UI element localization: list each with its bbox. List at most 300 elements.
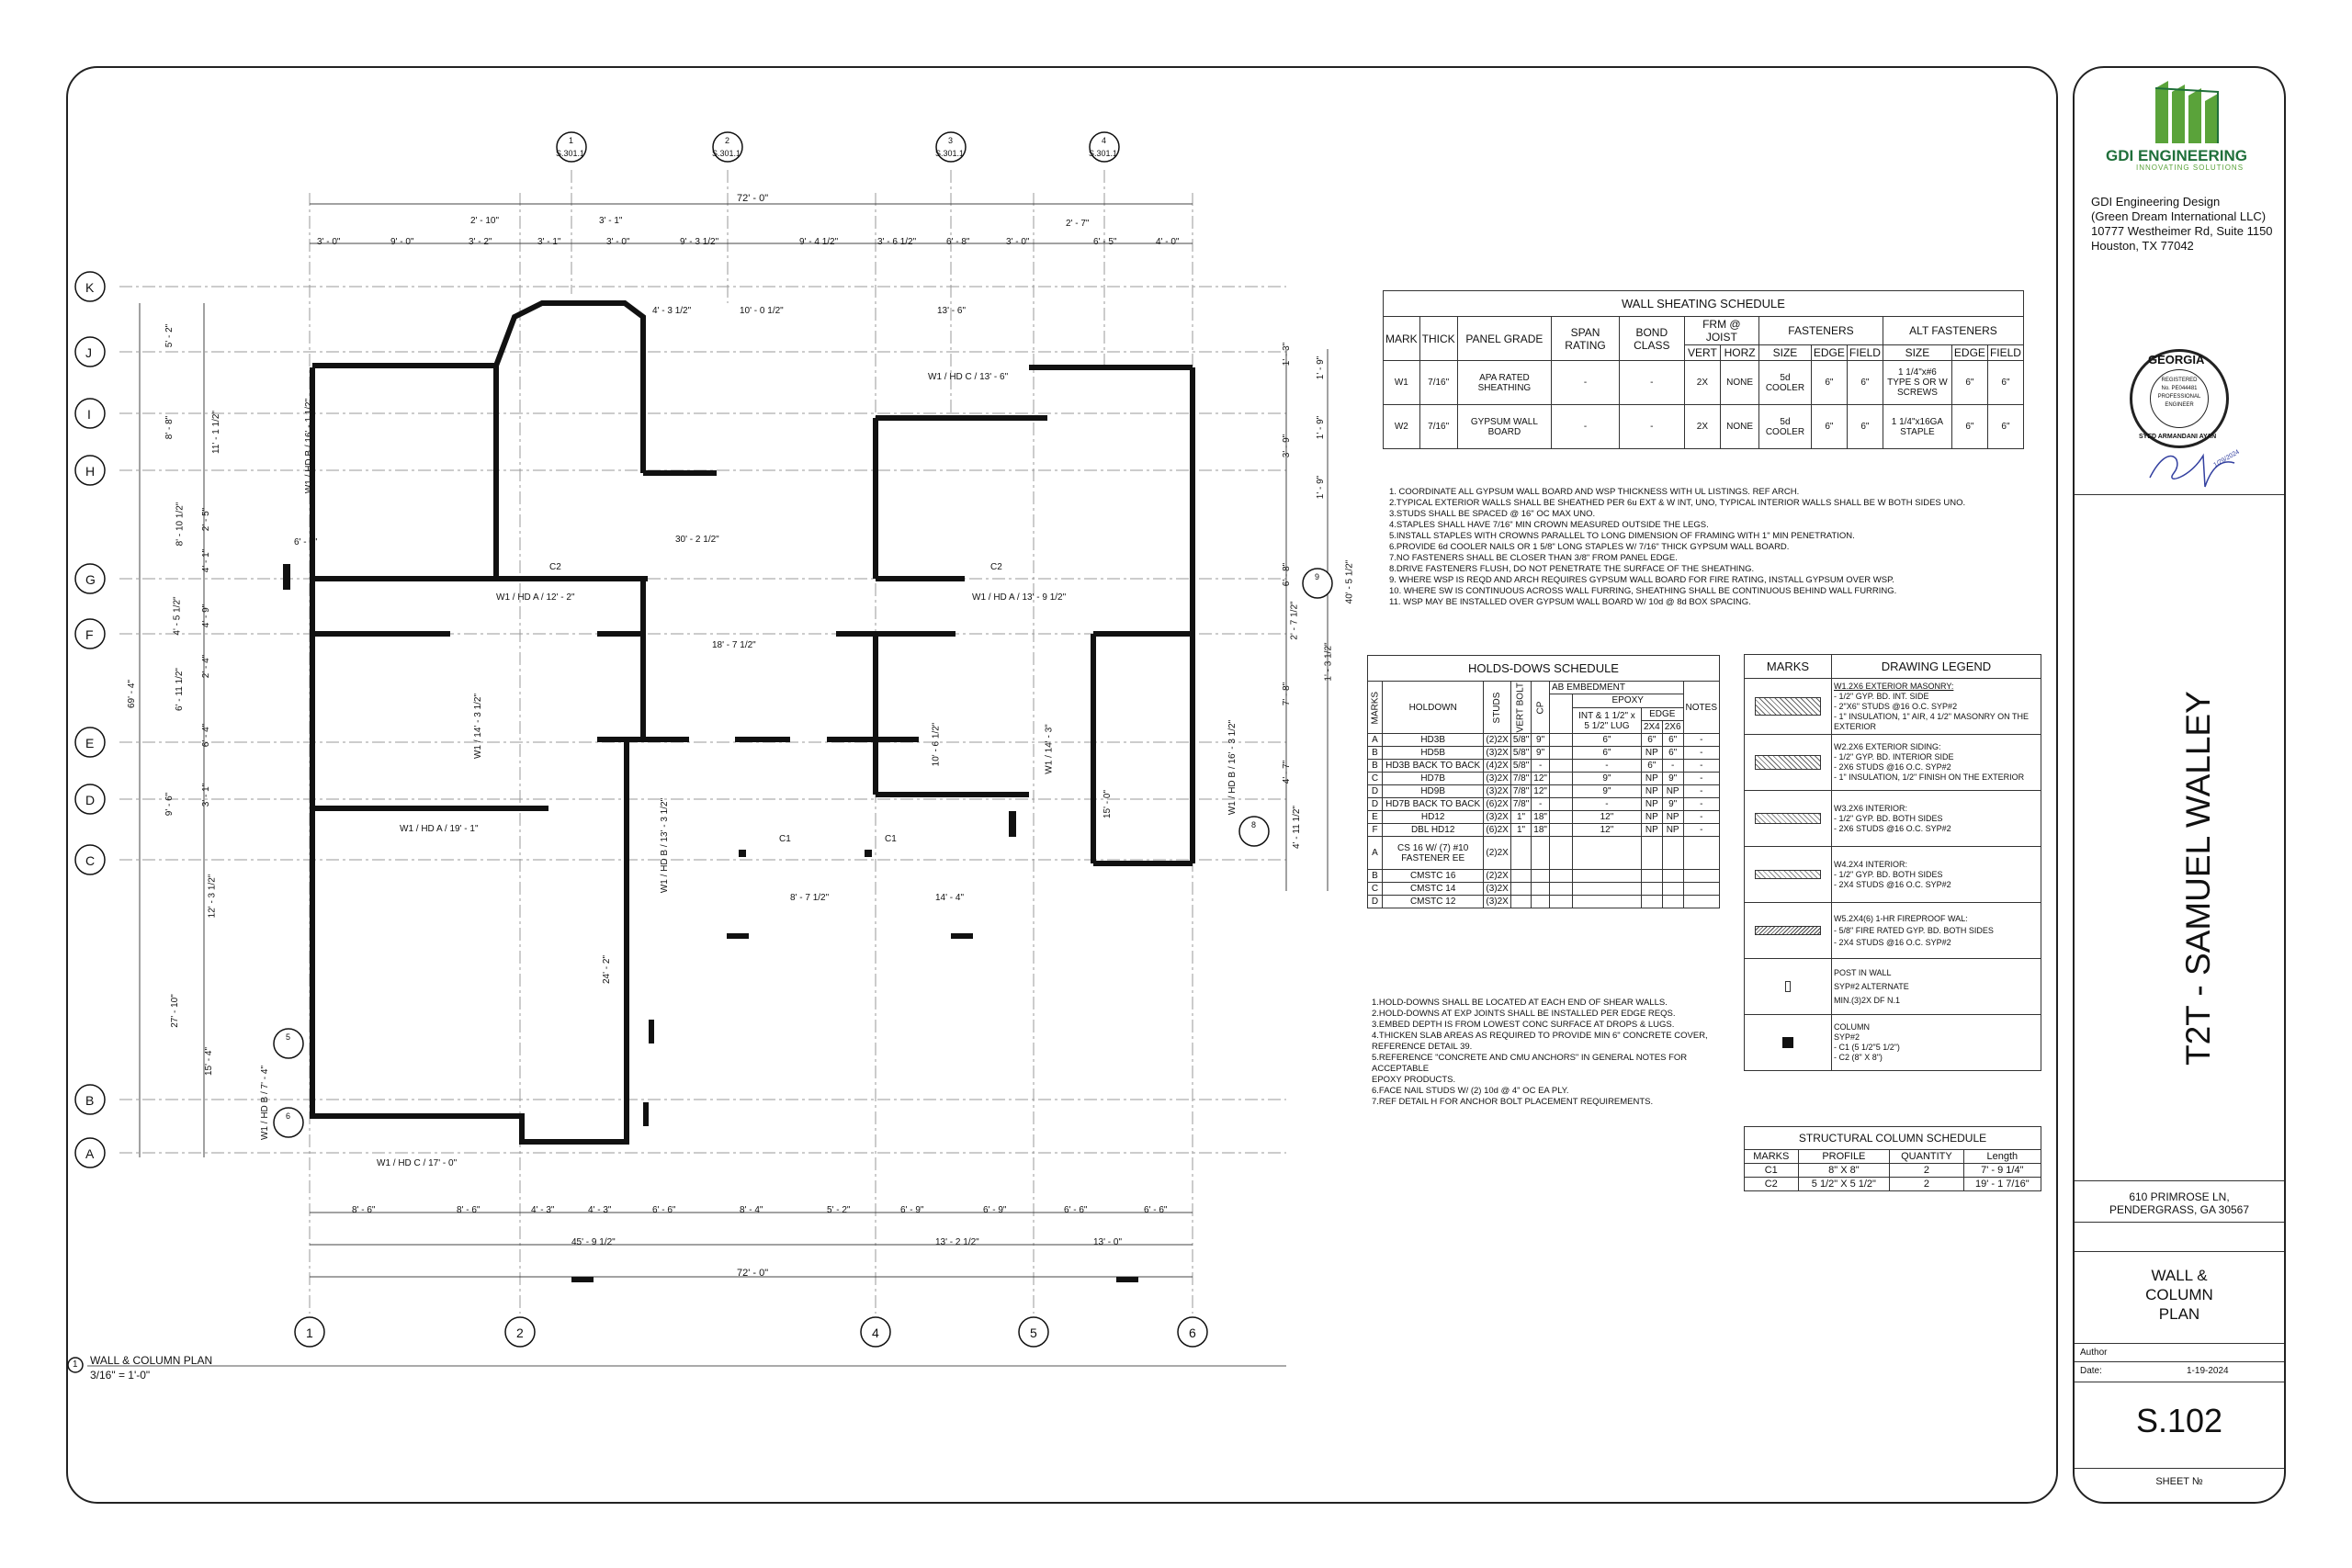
table-row (1384, 361, 2024, 405)
section-ref: S.301.1 (1089, 149, 1118, 158)
cell: HD12 (1383, 811, 1484, 824)
wall-label: W1 / HD B / 16' - 1 1/2" (304, 398, 315, 494)
cell: NP (1641, 798, 1662, 811)
cell: 5 1/2" X 5 1/2" (1798, 1178, 1890, 1191)
cell: 7' - 9 1/4" (1963, 1164, 2041, 1178)
cell: 1" (1510, 824, 1531, 837)
table-row (1745, 1164, 2041, 1178)
cell: - (1532, 760, 1550, 773)
section-number: 8 (1251, 820, 1257, 829)
legend-text: - 2X6 STUDS @16 O.C. SYP#2 (1834, 762, 1951, 772)
grid-label: F (85, 627, 94, 642)
overall-dimension: 72' - 0" (737, 1268, 769, 1279)
wall-label: W1 / 14' - 3 1/2" (473, 693, 484, 760)
drawing-legend (1744, 654, 2041, 1071)
title-block-divider (2075, 1251, 2284, 1252)
cell: 6" (1987, 405, 2023, 449)
dimension-text: 3' - 0" (1006, 237, 1030, 247)
wall-label: W1 / HD A / 12' - 2" (496, 592, 575, 603)
cell: 7/8" (1510, 798, 1531, 811)
note-line: 4.THICKEN SLAB AREAS AS REQUIRED TO PROVIDE MIN 6" CONCRETE COVER, (1372, 1031, 1708, 1041)
column-subheader: 2X6 (1662, 721, 1683, 734)
cell: - (1683, 734, 1719, 747)
wall-label: W1 / HD B / 7' - 4" (260, 1065, 271, 1141)
legend-item (1745, 959, 2041, 1015)
dimension-text: 45' - 9 1/2" (571, 1237, 616, 1247)
note-line: 11. WSP MAY BE INSTALLED OVER GYPSUM WALL BOARD W/ 10d @ 8d BOX SPACING. (1389, 597, 1751, 607)
cell: - (1683, 760, 1719, 773)
legend-title: W4.2X4 INTERIOR: (1834, 859, 1908, 869)
dimension-text: 8' - 10 1/2" (175, 502, 186, 547)
legend-text: - 1/2" GYP. BD. BOTH SIDES (1834, 869, 1943, 879)
project-name: T2T - SAMUEL WALLEY (2179, 691, 2217, 1066)
legend-item (1745, 735, 2041, 791)
dimension-text: 4' - 9" (201, 604, 212, 628)
dimension-text: 13' - 2 1/2" (935, 1237, 979, 1247)
dimension-text: 9' - 6" (164, 792, 175, 817)
cell: 6" (1951, 405, 1987, 449)
section-ref: S.301.1 (935, 149, 965, 158)
table-row (1368, 773, 1720, 785)
grid-label: C (85, 853, 96, 868)
legend-text: - 1" INSULATION, 1/2" FINISH ON THE EXTERIOR (1834, 773, 2025, 782)
cell: - (1552, 405, 1620, 449)
wall-label: W1 / HD A / 19' - 1" (400, 824, 479, 834)
note-line: EPOXY PRODUCTS. (1372, 1075, 1456, 1085)
grid-label: A (85, 1146, 95, 1161)
author-label: Author (2080, 1348, 2108, 1358)
sheet-title (2075, 1266, 2284, 1324)
hatch-swatch (1755, 697, 1821, 716)
section-number: 6 (286, 1111, 291, 1121)
legend-title: W5.2X4(6) 1-HR FIREPROOF WAL: (1834, 913, 1968, 923)
address-line: (Green Dream International LLC) (2091, 209, 2267, 223)
cell: HD7B (1383, 773, 1484, 785)
dimension-text: 6' - 8" (946, 237, 970, 247)
dimension-text: 12' - 3 1/2" (207, 874, 218, 919)
cell: (3)2X (1484, 811, 1510, 824)
legend-title: W2.2X6 EXTERIOR SIDING: (1834, 742, 1941, 751)
sheet-label: SHEET № (2155, 1476, 2203, 1487)
legend-text: MIN.(3)2X DF N.1 (1834, 995, 1901, 1005)
dimension-text: 4' - 11 1/2" (1291, 806, 1302, 849)
dimension-text: 4' - 7" (1282, 760, 1293, 784)
cell: 6" (1641, 760, 1662, 773)
cell: HD3B (1383, 734, 1484, 747)
dimension-text: 1' - 9" (1316, 355, 1327, 380)
note-line: ACCEPTABLE (1372, 1064, 1430, 1074)
dimension-text: 9' - 4 1/2" (799, 237, 839, 247)
cell: NP (1641, 785, 1662, 798)
column-header: PANEL GRADE (1457, 317, 1551, 361)
dimension-text: 8' - 7 1/2" (790, 893, 830, 903)
cell: (4)2X (1484, 760, 1510, 773)
cell: CMSTC 12 (1383, 896, 1484, 908)
dimension-text: 10' - 0 1/2" (740, 306, 784, 316)
cell: A (1368, 837, 1383, 870)
dimension-text: 4' - 3" (588, 1205, 612, 1215)
column-tag: C1 (779, 834, 791, 844)
dimension-text: 13' - 6" (937, 306, 967, 316)
cell: - (1532, 798, 1550, 811)
cell: B (1368, 747, 1383, 760)
legend-title: COLUMN (1834, 1022, 1871, 1032)
seal-name: SYED ARMANDANI AYAN (2139, 434, 2217, 440)
cell: 12" (1572, 824, 1641, 837)
wall-sheating-schedule (1383, 290, 2024, 449)
column-header: AB EMBEDMENT (1549, 682, 1683, 694)
dimension-text: 6' - 4" (201, 723, 212, 748)
dimension-text: 69' - 4" (127, 679, 138, 709)
note-line: 2.TYPICAL EXTERIOR WALLS SHALL BE SHEATHED PER 6u EXT & W INT, UNO, TYPICAL INTERIOR WALLS SHALL BE W BOTH SIDES UNO. (1389, 498, 1966, 508)
column-subheader: EPOXY (1572, 694, 1683, 708)
cell: 9" (1662, 773, 1683, 785)
legend-text: - 1/2" GYP. BD. BOTH SIDES (1834, 813, 1943, 823)
grid-label: K (85, 280, 95, 295)
dimension-text: 2' - 7 1/2" (1289, 601, 1300, 640)
cell: 5/8" (1510, 760, 1531, 773)
cell: (3)2X (1484, 747, 1510, 760)
cell: NP (1641, 747, 1662, 760)
cell: GYPSUM WALL BOARD (1457, 405, 1551, 449)
dimension-text: 6' - 9" (900, 1205, 924, 1215)
dimension-text: 6' - 9" (983, 1205, 1007, 1215)
cell: 6" (1572, 747, 1641, 760)
cell: - (1683, 747, 1719, 760)
column-header: PROFILE (1798, 1150, 1890, 1164)
dimension-text: 30' - 2 1/2" (675, 535, 719, 545)
column-subheader: EDGE (1811, 345, 1847, 361)
cell: 18" (1532, 824, 1550, 837)
grid-label: J (85, 345, 92, 360)
cell: B (1368, 870, 1383, 883)
wall-label: W1 / 14' - 3" (1044, 724, 1055, 774)
cell: 7/8" (1510, 773, 1531, 785)
column-header: MARK (1384, 317, 1420, 361)
legend-text: - C2 (8" X 8") (1834, 1053, 1883, 1062)
column-header: MARKS (1745, 655, 1832, 679)
seal-line: ENGINEER (2165, 402, 2194, 408)
column-symbol (1782, 1037, 1793, 1048)
dimension-text: 1' - 9" (1316, 415, 1327, 440)
wall-label: W1 / HD C / 17' - 0" (377, 1158, 458, 1168)
cell: 1 1/4"x16GA STAPLE (1883, 405, 1951, 449)
cell: D (1368, 798, 1383, 811)
cell: - (1683, 798, 1719, 811)
cell: D (1368, 785, 1383, 798)
table-row (1368, 896, 1720, 908)
column-header: FRM @ JOIST (1684, 317, 1758, 345)
table-row (1368, 837, 1720, 870)
column-subheader: SIZE (1883, 345, 1951, 361)
note-line: 5.REFERENCE "CONCRETE AND CMU ANCHORS" IN GENERAL NOTES FOR (1372, 1053, 1688, 1063)
dimension-text: 3' - 0" (317, 237, 341, 247)
cell: E (1368, 811, 1383, 824)
column-subheader: FIELD (1987, 345, 2023, 361)
dimension-text: 6' - 5" (1093, 237, 1117, 247)
grid-label: E (85, 736, 95, 750)
grid-label: 4 (872, 1325, 879, 1340)
cell: F (1368, 824, 1383, 837)
company-name: GDI ENGINEERING (2106, 147, 2247, 164)
sheating-notes (1389, 487, 1965, 608)
cell: 6" (1987, 361, 2023, 405)
dimension-text: 11' - 1 1/2" (210, 411, 221, 454)
dimension-text: 8' - 4" (740, 1205, 763, 1215)
address-line: 10777 Westheimer Rd, Suite 1150 (2091, 224, 2273, 238)
cell: CMSTC 16 (1383, 870, 1484, 883)
column-subheader: SIZE (1759, 345, 1812, 361)
table-row (1368, 811, 1720, 824)
hatch-swatch (1755, 870, 1821, 879)
column-subheader: 2X4 (1641, 721, 1662, 734)
dimension-text: 6' - 6" (1064, 1205, 1088, 1215)
note-line: 8.DRIVE FASTENERS FLUSH, DO NOT PENETRATE THE SURFACE OF THE SHEATHING. (1389, 564, 1755, 574)
sheet-title-line: WALL & (2151, 1267, 2208, 1284)
cell: - (1683, 824, 1719, 837)
cell: 19' - 1 7/16" (1963, 1178, 2041, 1191)
grid-label: 6 (1189, 1325, 1196, 1340)
table-row (1368, 870, 1720, 883)
cell: CMSTC 14 (1383, 883, 1484, 896)
cell: 9" (1532, 747, 1550, 760)
dimension-text: 6' - 11 1/2" (174, 668, 185, 711)
cell: (3)2X (1484, 896, 1510, 908)
cell: CS 16 W/ (7) #10 FASTENER EE (1383, 837, 1484, 870)
column-header: Length (1963, 1150, 2041, 1164)
grid-label: 2 (516, 1325, 524, 1340)
title-block-divider (2075, 1222, 2284, 1223)
legend-text: - C1 (5 1/2"5 1/2") (1834, 1043, 1900, 1052)
cell: 9" (1532, 734, 1550, 747)
dimension-text: 4' - 5 1/2" (172, 596, 183, 636)
section-number: 1 (569, 136, 574, 145)
cell: 9" (1662, 798, 1683, 811)
table-title: HOLDS-DOWS SCHEDULE (1368, 656, 1720, 682)
cell: - (1662, 760, 1683, 773)
column-header: MARKS (1368, 682, 1383, 734)
section-ref: S.301.1 (712, 149, 741, 158)
dimension-text: 1' - 9" (1316, 475, 1327, 500)
structural-column-schedule (1744, 1126, 2041, 1191)
cell: (3)2X (1484, 883, 1510, 896)
dimension-text: 4' - 3" (531, 1205, 555, 1215)
section-number: 2 (725, 136, 730, 145)
dimension-text: 2' - 4" (201, 654, 212, 679)
dimension-text: 6' - 6" (1144, 1205, 1168, 1215)
dimension-text: 2' - 7" (1066, 219, 1090, 229)
column-subheader: VERT (1684, 345, 1721, 361)
dimension-text: 6' - 8" (1282, 562, 1293, 587)
legend-item (1745, 903, 2041, 959)
site-address (2075, 1190, 2284, 1216)
note-line: 4.STAPLES SHALL HAVE 7/16" MIN CROWN MEASURED OUTSIDE THE LEGS. (1389, 520, 1709, 530)
column-header: MARKS (1745, 1150, 1799, 1164)
cell: 9" (1572, 773, 1641, 785)
cell: - (1619, 361, 1684, 405)
legend-text: - 1" INSULATION, 1" AIR, 4 1/2" MASONRY ON THE EXTERIOR (1834, 711, 2029, 731)
column-header: NOTES (1683, 682, 1719, 734)
cell: 6" (1641, 734, 1662, 747)
dimension-text: 2' - 10" (470, 216, 500, 226)
column-header: QUANTITY (1890, 1150, 1963, 1164)
sheet-title-line: PLAN (2158, 1305, 2200, 1323)
cell: 6" (1847, 361, 1883, 405)
table-row (1368, 760, 1720, 773)
cell: (2)2X (1484, 734, 1510, 747)
column-tag: C1 (885, 834, 897, 844)
cell: (6)2X (1484, 798, 1510, 811)
cell: 6" (1662, 747, 1683, 760)
column-header: FASTENERS (1759, 317, 1883, 345)
grid-lines (119, 170, 1286, 1314)
cell: C2 (1745, 1178, 1799, 1191)
dimension-text: 4' - 0" (1156, 237, 1180, 247)
dimension-text: 3' - 6 1/2" (877, 237, 917, 247)
section-ref: S.301.1 (556, 149, 585, 158)
table-title: STRUCTURAL COLUMN SCHEDULE (1745, 1127, 2041, 1150)
company-address (2091, 195, 2273, 254)
dimension-text: 7' - 8" (1282, 682, 1293, 706)
cell: 7/16" (1419, 405, 1457, 449)
dimension-text: 6' - 6" (652, 1205, 676, 1215)
plan-title: WALL & COLUMN PLAN (90, 1354, 213, 1367)
grid-label: H (85, 464, 96, 479)
table-row (1384, 405, 2024, 449)
holds-downs-schedule (1367, 655, 1720, 908)
note-line: REFERENCE DETAIL 39. (1372, 1042, 1473, 1052)
note-line: 6.FACE NAIL STUDS W/ (2) 10d @ 4" OC EA PLY. (1372, 1086, 1569, 1096)
note-line: 2.HOLD-DOWNS AT EXP JOINTS SHALL BE INSTALLED PER EDGE REQS. (1372, 1009, 1676, 1019)
dimension-text: 3' - 1" (537, 237, 561, 247)
dimension-text: 3' - 2" (469, 237, 492, 247)
cell: 7/16" (1419, 361, 1457, 405)
cell: NONE (1721, 361, 1759, 405)
column-header: SPAN RATING (1552, 317, 1620, 361)
cell: 12" (1572, 811, 1641, 824)
cell: C1 (1745, 1164, 1799, 1178)
dimension-text: 3' - 1" (201, 783, 212, 807)
legend-title: POST IN WALL (1834, 967, 1892, 977)
title-block-divider (2075, 1468, 2284, 1469)
grid-label: G (85, 572, 96, 587)
legend-text: - 1/2" GYP. BD. INT. SIDE (1834, 691, 1929, 701)
cell: NP (1662, 811, 1683, 824)
cell: 6" (1811, 405, 1847, 449)
note-line: 6.PROVIDE 6d COOLER NAILS OR 1 5/8" LONG STAPLES W/ 7/16" THICK GYPSUM WALL BOARD. (1389, 542, 1790, 552)
cell: HD7B BACK TO BACK (1383, 798, 1484, 811)
cell: 5/8" (1510, 734, 1531, 747)
signature-date: 1/29/2024 (2212, 448, 2241, 469)
dimension-text: 14' - 4" (935, 893, 965, 903)
company-tagline: INNOVATING SOLUTIONS (2136, 164, 2245, 172)
table-row (1368, 824, 1720, 837)
column-subheader: HORZ (1721, 345, 1759, 361)
legend-text: - 2X6 STUDS @16 O.C. SYP#2 (1834, 823, 1951, 833)
cell: 18" (1532, 811, 1550, 824)
column-header: HOLDOWN (1383, 682, 1484, 734)
cell: 5d COOLER (1759, 361, 1812, 405)
cell: 6" (1951, 361, 1987, 405)
hatch-swatch (1755, 926, 1821, 935)
legend-text: - 2X4 STUDS @16 O.C. SYP#2 (1834, 937, 1951, 947)
table-row (1368, 798, 1720, 811)
legend-title: W1.2X6 EXTERIOR MASONRY: (1834, 681, 1954, 691)
dimension-text: 5' - 2" (164, 323, 175, 348)
legend-item (1745, 1015, 2041, 1071)
column-subheader: FIELD (1847, 345, 1883, 361)
cell: (6)2X (1484, 824, 1510, 837)
dimension-text: 9' - 0" (390, 237, 414, 247)
sheet-title-line: COLUMN (2145, 1286, 2213, 1303)
address-line: Houston, TX 77042 (2091, 239, 2194, 253)
post-symbol (1785, 981, 1791, 992)
cell: 9" (1572, 785, 1641, 798)
holds-downs-notes (1372, 998, 1708, 1108)
dimension-text: 13' - 0" (1093, 1237, 1123, 1247)
legend-item (1745, 791, 2041, 847)
legend-title: W3.2X6 INTERIOR: (1834, 803, 1908, 813)
dimension-text: 3' - 0" (606, 237, 630, 247)
cell: C (1368, 773, 1383, 785)
cell: 6" (1572, 734, 1641, 747)
dimension-text: 10' - 6 1/2" (931, 722, 942, 767)
cell: NP (1641, 824, 1662, 837)
cell: (3)2X (1484, 785, 1510, 798)
cell: - (1552, 361, 1620, 405)
column-header: BOND CLASS (1619, 317, 1684, 361)
title-block-divider (2075, 494, 2284, 495)
column-subheader: EDGE (1951, 345, 1987, 361)
address-line: GDI Engineering Design (2091, 195, 2221, 209)
grid-label: B (85, 1093, 95, 1108)
dimension-text: 3' - 1" (599, 216, 623, 226)
dimension-text: 4' - 3 1/2" (652, 306, 692, 316)
dimension-text: 5' - 2" (827, 1205, 851, 1215)
section-number: 4 (1102, 136, 1107, 145)
seal-line: PROFESSIONAL (2157, 394, 2201, 400)
note-line: 9. WHERE WSP IS REQD AND ARCH REQUIRES GYPSUM WALL BOARD FOR FIRE RATING, INSTALL GYPSUM OVER WSP. (1389, 575, 1894, 585)
dimension-text: 8' - 6" (457, 1205, 481, 1215)
column-header: THICK (1419, 317, 1457, 361)
cell: - (1683, 773, 1719, 785)
cell: 12" (1532, 773, 1550, 785)
columns-and-posts (283, 564, 1138, 1282)
seal-line: REGISTERED (2161, 378, 2198, 383)
dimension-text: 40' - 5 1/2" (1344, 559, 1355, 604)
legend-text: - 2"X6" STUDS @16 O.C. SYP#2 (1834, 701, 1958, 711)
grid-label: I (87, 407, 91, 422)
note-line: 7.REF DETAIL H FOR ANCHOR BOLT PLACEMENT REQUIREMENTS. (1372, 1097, 1654, 1107)
cell: 6" (1811, 361, 1847, 405)
cell: 2X (1684, 361, 1721, 405)
cell: NONE (1721, 405, 1759, 449)
dimension-text: 1' - 3 1/2" (1323, 642, 1334, 682)
title-block-divider (2075, 1180, 2284, 1181)
column-header: STUDS (1484, 682, 1510, 734)
cell: - (1683, 811, 1719, 824)
cell: NP (1662, 824, 1683, 837)
dimension-text: 9' - 3 1/2" (680, 237, 719, 247)
cell: 12" (1532, 785, 1550, 798)
note-line: 10. WHERE SW IS CONTINUOUS ACROSS WALL FURRING, SHEATHING SHALL BE CONTINUOUS BEHIND WALL FURRING. (1389, 586, 1897, 596)
table-row (1368, 734, 1720, 747)
cell: W1 (1384, 361, 1420, 405)
seal-line: No. PE044481 (2161, 386, 2198, 391)
dimension-text: 1' - 3" (1282, 342, 1293, 367)
note-line: 5.INSTALL STAPLES WITH CROWNS PARALLEL TO LONG DIMENSION OF FRAMING WITH 1" MIN PENETRATION. (1389, 531, 1855, 541)
column-subheader: INT & 1 1/2" x 5 1/2" LUG (1572, 707, 1641, 734)
